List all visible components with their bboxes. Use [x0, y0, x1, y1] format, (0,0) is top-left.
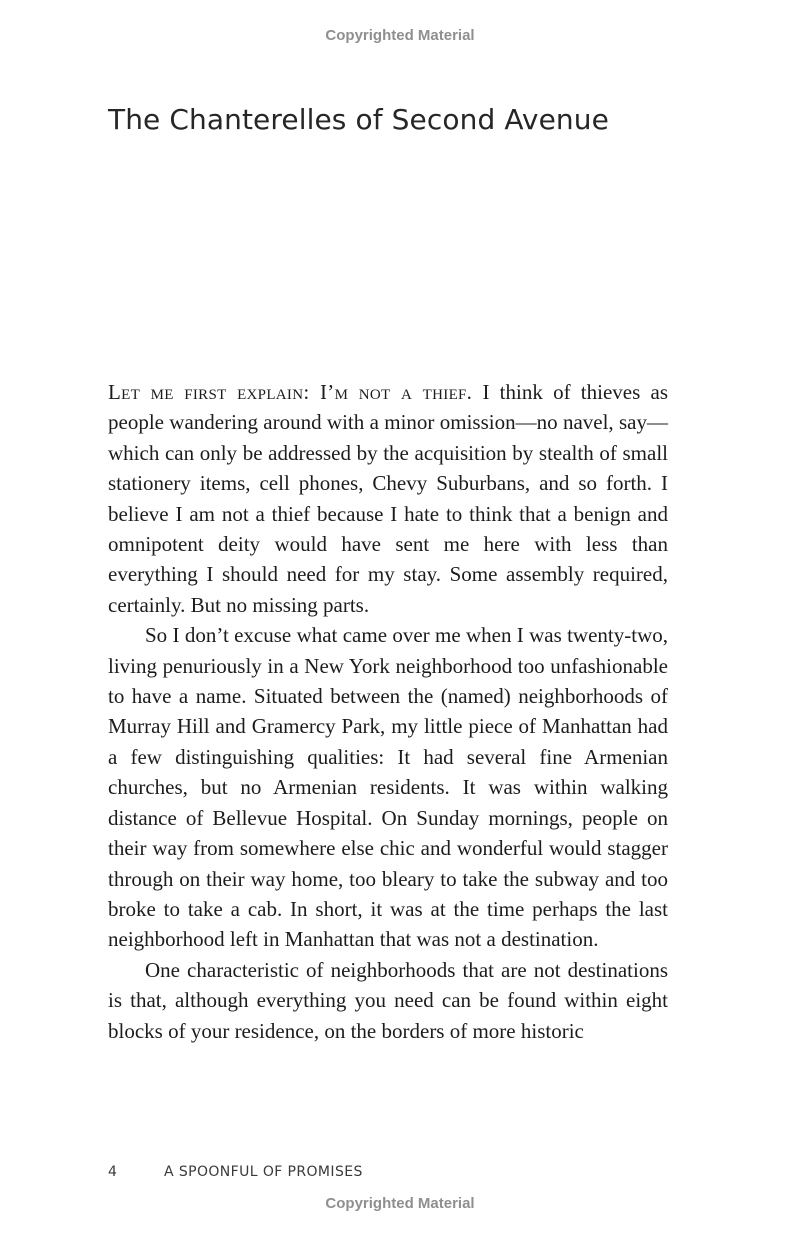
- paragraph-1-text: I think of thieves as people wandering around with a minor omission—no navel, say—which can only be addressed by the acquisition by stealth of small stationery items, cell phones, Chevy Suburbans, and so forth. I believe I am not a thief because I hate to think that a benign and omnipotent deity would have sent me here with less than everything I should need for my stay. Some assembly required, certainly. But no missing parts.: [108, 380, 668, 617]
- chapter-title: The Chanterelles of Second Avenue: [108, 103, 609, 136]
- paragraph-3: One characteristic of neighborhoods that are not destinations is that, although everything you need can be found within eight blocks of your residence, on the borders of more historic: [108, 957, 668, 1043]
- page-number: 4: [108, 1164, 117, 1180]
- copyright-watermark-top: Copyrighted Material: [325, 27, 475, 44]
- paragraph-2: So I don’t excuse what came over me when I was twenty-two, living penuriously in a New York neighborhood too unfashionable to have a name. Situated between the (named) neighborhoods of Murray Hill and Gramercy Park, my little piece of Manhattan had a few distinguishing qualities: It had several fine Armenian churches, but no Armenian residents. It was within walking distance of Bellevue Hospital. On Sunday mornings, people on their way from somewhere else chic and wonderful would stagger through on their way home, too bleary to take the subway and too broke to take a cab. In short, it was at the time perhaps the last neighborhood left in Manhattan that was not a destination.: [108, 623, 668, 952]
- paragraph-1: [108, 377, 668, 620]
- copyright-watermark-bottom: Copyrighted Material: [325, 1195, 475, 1212]
- running-head: A SPOONFUL OF PROMISES: [164, 1164, 363, 1180]
- paragraph-1-lead-in: Let me first explain: I’m not a thief.: [108, 380, 473, 404]
- chapter-body: [108, 377, 668, 1046]
